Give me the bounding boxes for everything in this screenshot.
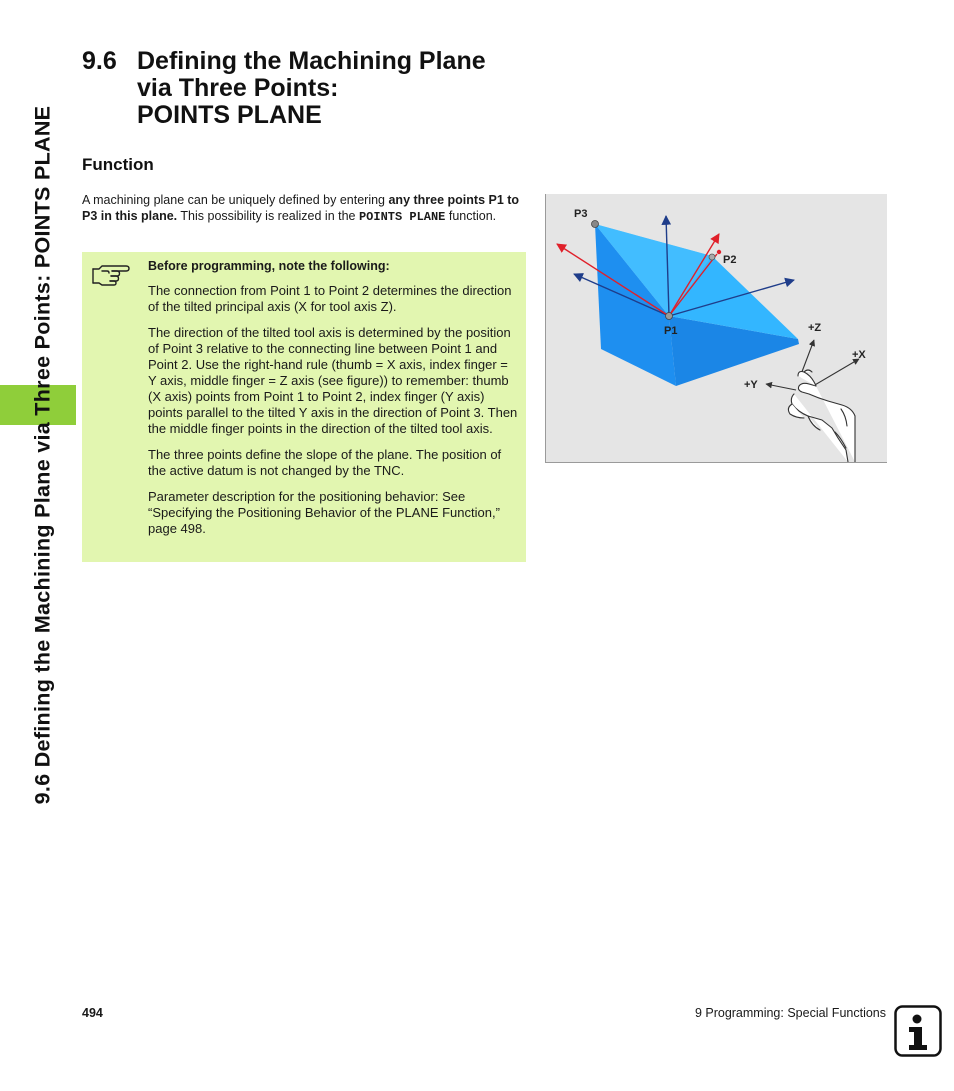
label-plus-y: +Y: [744, 379, 758, 391]
note-paragraph: Parameter description for the positioning behavior: See “Specifying the Positioning Behavior of the PLANE Function,” page 498.: [148, 489, 500, 536]
info-icon: [894, 1005, 942, 1057]
point-p2-marker: [709, 254, 715, 260]
intro-text-after: function.: [445, 209, 497, 224]
points-plane-figure: [545, 194, 887, 463]
pointing-hand-icon: [90, 258, 130, 288]
side-chapter-title: 9.6 Defining the Machining Plane via Three Points: POINTS PLANE: [30, 105, 55, 805]
intro-bold-text: any three points P1 to P3 in this plane.: [82, 193, 520, 224]
chapter-title-line-1: Defining the Machining Plane: [137, 47, 486, 75]
label-plus-x: +X: [852, 349, 866, 361]
note-heading: Before programming, note the following:: [148, 259, 390, 273]
chapter-title-line-3: POINTS PLANE: [137, 101, 322, 129]
intro-code: POINTS PLANE: [358, 210, 446, 225]
label-p1: P1: [664, 325, 678, 337]
intro-paragraph: [82, 192, 527, 226]
label-p2: P2: [723, 254, 737, 266]
footer-chapter-title: 9 Programming: Special Functions: [694, 1006, 886, 1020]
point-p2-red-marker: [717, 250, 721, 254]
point-p1-marker: [666, 313, 673, 320]
label-p3: P3: [574, 208, 588, 220]
section-title: Function: [82, 155, 154, 174]
chapter-number: 9.6: [82, 47, 117, 75]
note-paragraph: The three points define the slope of the plane. The position of the active datum is not changed by the TNC.: [148, 447, 502, 478]
point-p3-marker: [592, 221, 599, 228]
label-plus-z: +Z: [808, 322, 822, 334]
note-content: [148, 258, 518, 547]
chapter-title-line-2: via Three Points:: [137, 74, 339, 102]
page-number: 494: [82, 1006, 103, 1020]
note-paragraph: The direction of the tilted tool axis is determined by the position of Point 3 relative to the connecting line between Point 1 and Point 2. Use the right-hand rule (thumb = X axis, index finger = Y axis, middle finger = Z axis (see figure)) to remember: thumb (X axis) points from Point 1 to Point 2, index finger (Y axis) points parallel to the tilted Y axis in the direction of Point 3. Then the middle finger points in the direction of the tilted tool axis.: [148, 325, 518, 436]
hand-axis-y: [766, 384, 796, 390]
note-paragraph: The connection from Point 1 to Point 2 determines the direction of the tilted principal axis (X for tool axis Z).: [148, 283, 512, 314]
right-hand-drawing: [788, 370, 855, 462]
intro-text-middle: This possibility is realized in the: [177, 209, 359, 224]
note-box: [82, 252, 526, 562]
intro-text-before: A machining plane can be uniquely defined by entering: [82, 193, 389, 207]
chapter-title: [82, 48, 486, 129]
points-plane-illustration: [546, 194, 887, 462]
